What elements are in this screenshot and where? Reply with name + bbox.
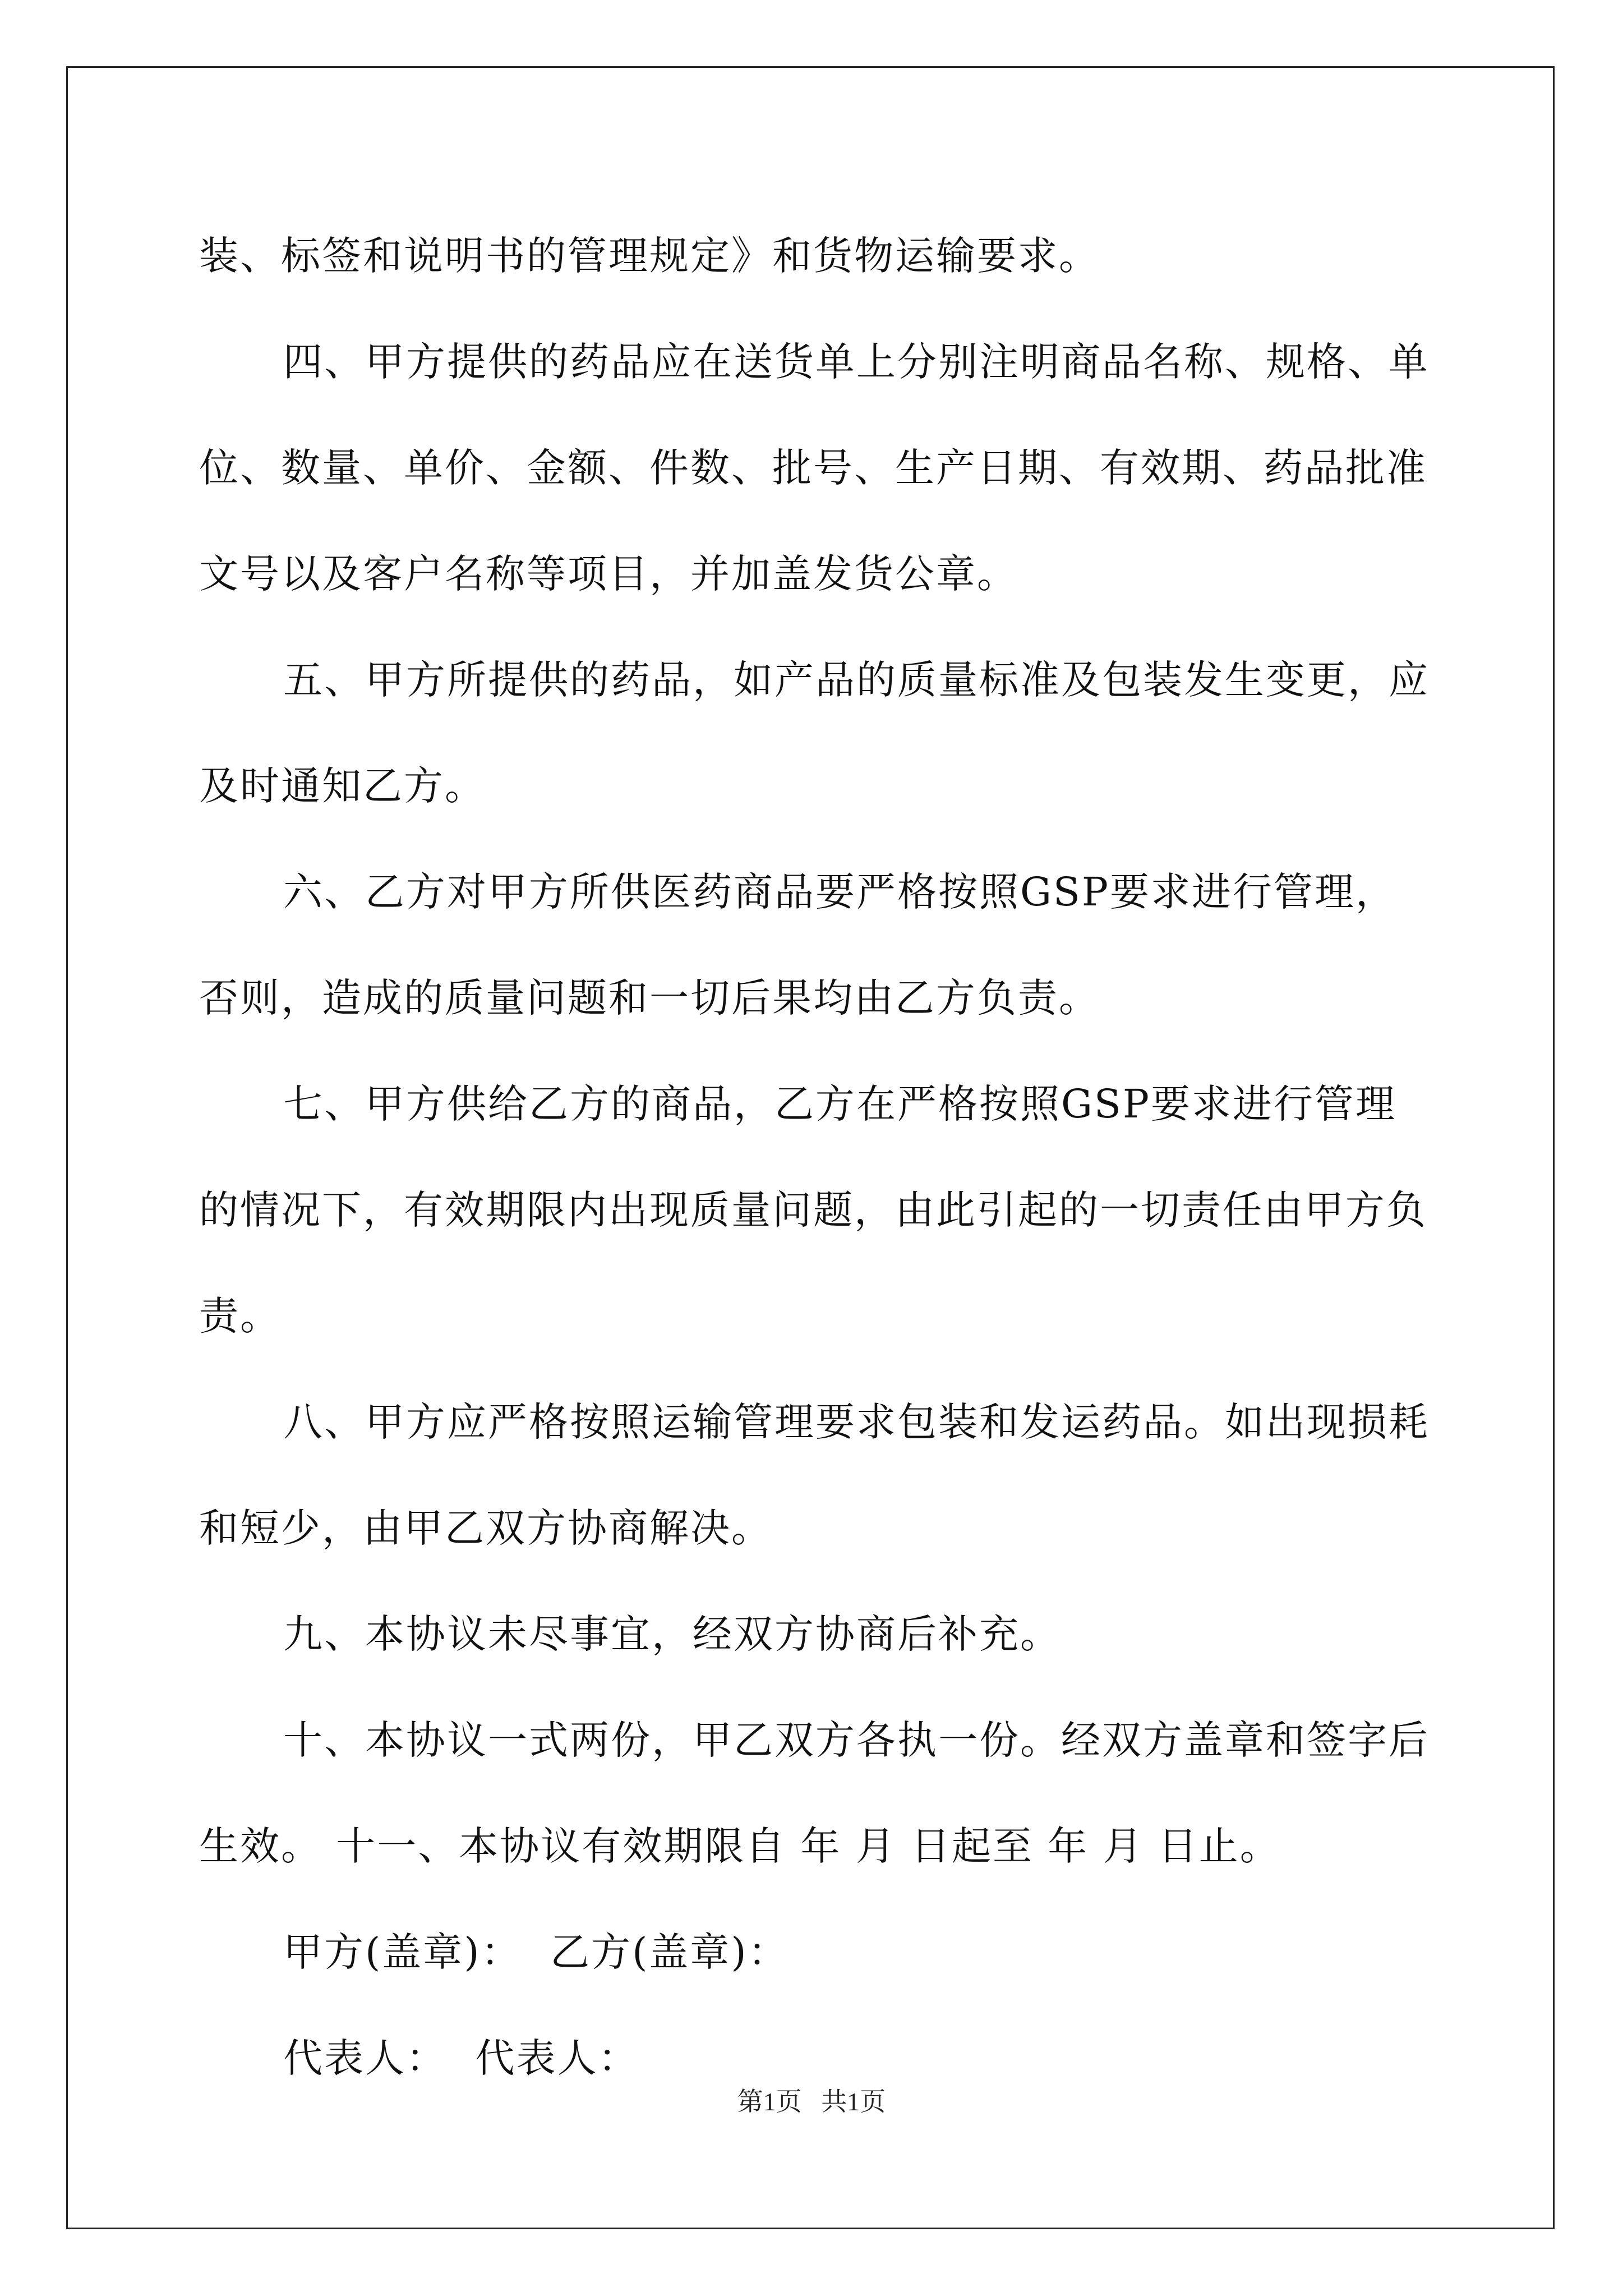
paragraph-clause-5: 五、甲方所提供的药品，如产品的质量标准及包装发生变更，应及时通知乙方。 bbox=[199, 657, 1430, 809]
paragraph-clause-4: 四、甲方提供的药品应在送货单上分别注明商品名称、规格、单位、数量、单价、金额、件数、批号、生产日期、有效期、药品批准文号以及客户名称等项目，并加盖发货公章。 bbox=[199, 339, 1430, 597]
paragraph-clause-10-11: 十、本协议一式两份，甲乙双方各执一份。经双方盖章和签字后生效。 十一、本协议有效期限自 年 月 日起至 年 月 日止。 bbox=[199, 1717, 1430, 1869]
document-body bbox=[199, 203, 1430, 2111]
signature-seal-line: 甲方(盖章)： 乙方(盖章)： bbox=[283, 1929, 789, 1975]
paragraph-clause-7: 七、甲方供给乙方的商品，乙方在严格按照GSP要求进行管理的情况下，有效期限内出现质量问题，由此引起的一切责任由甲方负责。 bbox=[199, 1081, 1427, 1339]
signature-representative-line: 代表人： 代表人： bbox=[283, 2035, 639, 2081]
paragraph-continuation: 装、标签和说明书的管理规定》和货物运输要求。 bbox=[199, 233, 1100, 279]
paragraph-clause-9: 九、本协议未尽事宜，经双方协商后补充。 bbox=[283, 1611, 1061, 1657]
page-number-footer: 第1页 共1页 bbox=[737, 2087, 886, 2116]
paragraph-clause-8: 八、甲方应严格按照运输管理要求包装和发运药品。如出现损耗和短少，由甲乙双方协商解决。 bbox=[199, 1399, 1430, 1551]
paragraph-clause-6: 六、乙方对甲方所供医药商品要严格按照GSP要求进行管理，否则，造成的质量问题和一切后果均由乙方负责。 bbox=[199, 869, 1396, 1021]
